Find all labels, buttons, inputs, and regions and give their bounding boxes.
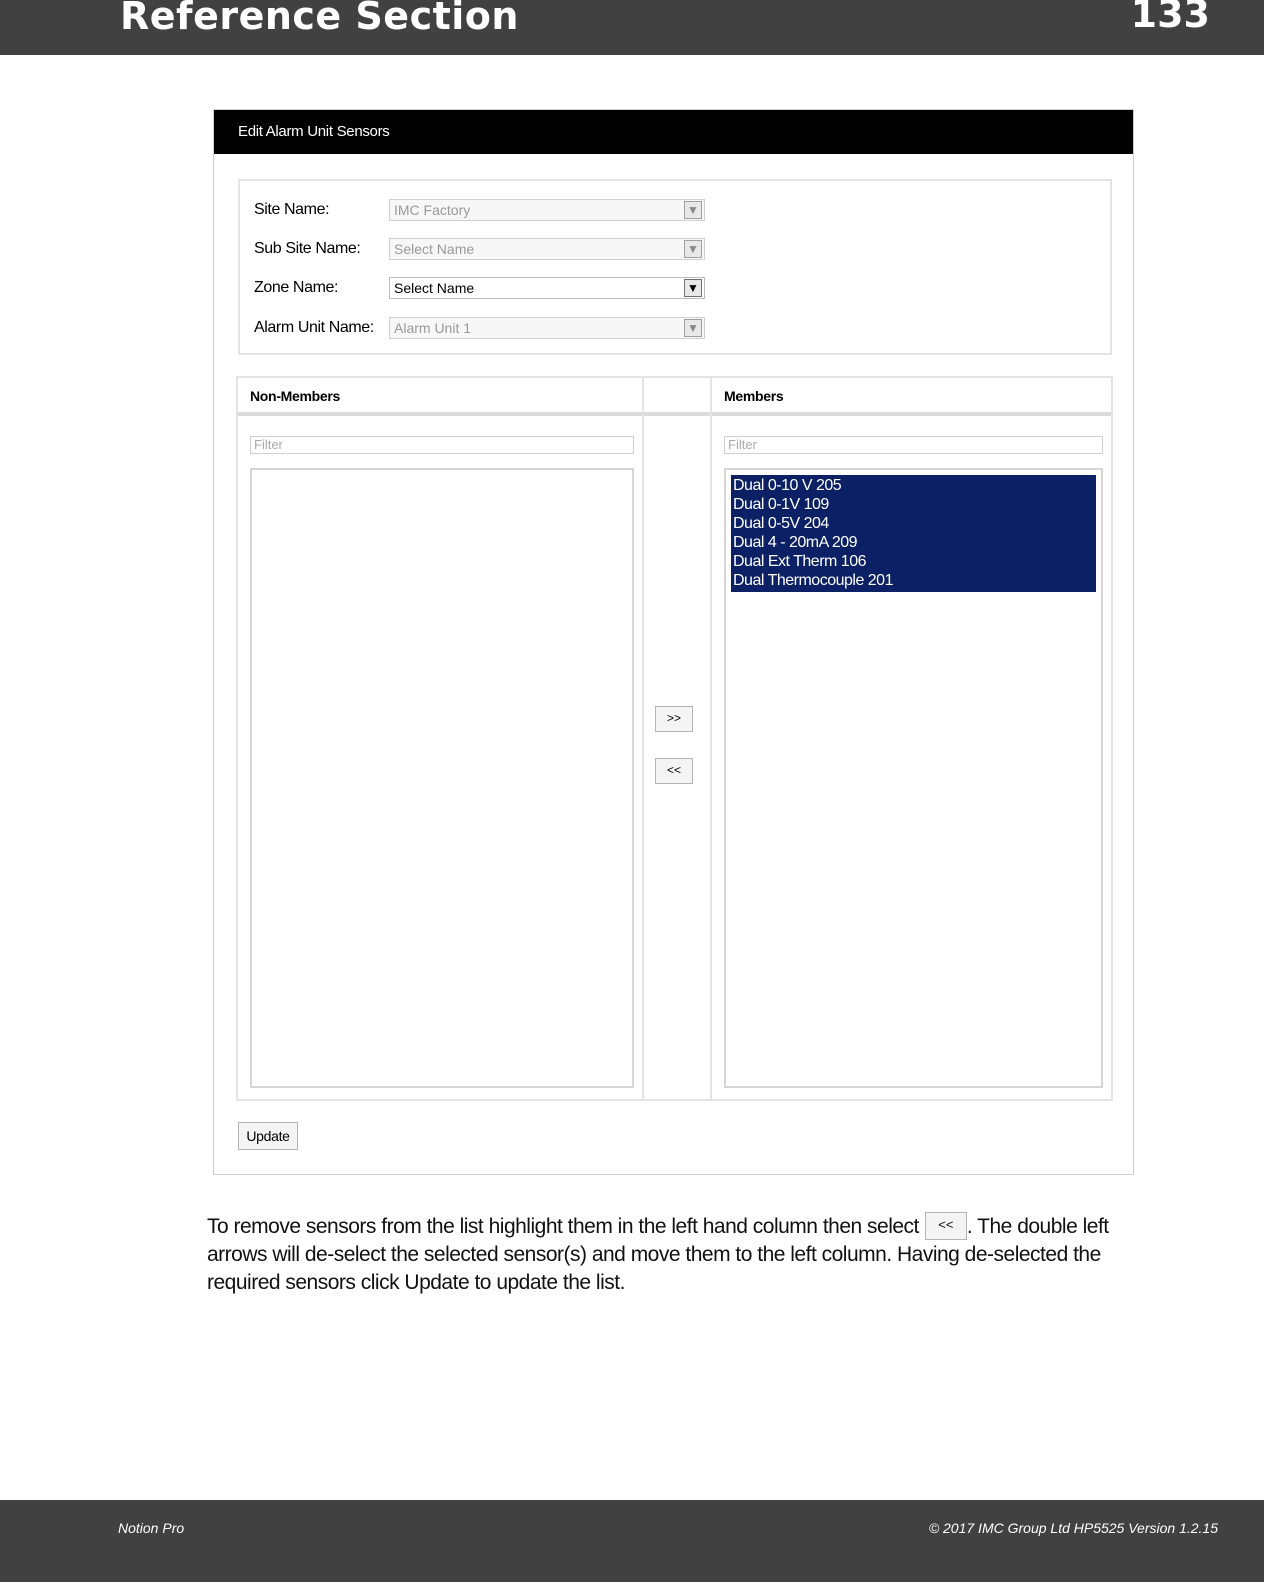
move-right-button[interactable]: >> <box>655 706 693 732</box>
edit-alarm-unit-sensors-dialog <box>213 109 1134 1175</box>
chevron-down-icon: ▼ <box>684 201 702 219</box>
site-name-value: IMC Factory <box>394 202 471 218</box>
members-column <box>712 378 1111 1099</box>
sub-site-name-select[interactable] <box>389 238 705 260</box>
instruction-paragraph <box>207 1212 1137 1297</box>
alarm-unit-name-select[interactable] <box>389 317 705 339</box>
members-list[interactable] <box>724 468 1103 1088</box>
list-item[interactable]: Dual Thermocouple 201 <box>733 572 893 589</box>
alarm-unit-name-value: Alarm Unit 1 <box>394 320 472 336</box>
instruction-text-2: . The double left arrows will de-select the selected sensor(s) and move them to the left column. Having de-selected the required sensors click Update to update the list. <box>207 1215 1109 1294</box>
dialog-title: Edit Alarm Unit Sensors <box>214 110 1133 154</box>
zone-name-label: Zone Name: <box>254 279 339 296</box>
sub-site-name-label: Sub Site Name: <box>254 240 361 257</box>
membership-lists <box>236 376 1113 1101</box>
chevron-down-icon: ▼ <box>684 240 702 258</box>
footer-copyright: © 2017 IMC Group Ltd HP5525 Version 1.2.15 <box>928 1520 1218 1536</box>
list-item[interactable]: Dual 4 - 20mA 209 <box>733 534 858 551</box>
list-item[interactable]: Dual 0-10 V 205 <box>733 477 842 494</box>
page-header <box>0 0 1264 55</box>
move-buttons-column <box>644 378 712 1099</box>
sub-site-name-value: Select Name <box>394 241 475 257</box>
chevron-down-icon: ▼ <box>684 279 702 297</box>
page-footer <box>0 1500 1264 1582</box>
zone-name-value: Select Name <box>394 280 475 296</box>
list-item[interactable]: Dual 0-1V 109 <box>733 496 829 513</box>
non-members-filter-input[interactable]: Filter <box>250 436 634 454</box>
page-number: 133 <box>1130 0 1210 36</box>
site-name-label: Site Name: <box>254 201 330 218</box>
move-left-button[interactable]: << <box>655 758 693 784</box>
zone-name-select[interactable] <box>389 277 705 299</box>
site-name-select[interactable] <box>389 199 705 221</box>
selection-form <box>238 179 1112 355</box>
section-title: Reference Section <box>120 0 519 38</box>
members-heading: Members <box>712 378 1111 416</box>
non-members-heading: Non-Members <box>238 378 642 416</box>
list-item[interactable]: Dual 0-5V 204 <box>733 515 829 532</box>
move-column-heading <box>644 378 710 416</box>
list-item[interactable]: Dual Ext Therm 106 <box>733 553 866 570</box>
footer-product: Notion Pro <box>118 1520 185 1536</box>
inline-move-left-button: << <box>925 1212 967 1240</box>
alarm-unit-name-label: Alarm Unit Name: <box>254 319 374 336</box>
chevron-down-icon: ▼ <box>684 319 702 337</box>
update-button[interactable]: Update <box>238 1122 298 1150</box>
members-filter-input[interactable]: Filter <box>724 436 1103 454</box>
instruction-text-1: To remove sensors from the list highlight them in the left hand column then select <box>207 1215 919 1238</box>
selected-members <box>731 475 1096 592</box>
non-members-column <box>238 378 644 1099</box>
non-members-list[interactable] <box>250 468 634 1088</box>
